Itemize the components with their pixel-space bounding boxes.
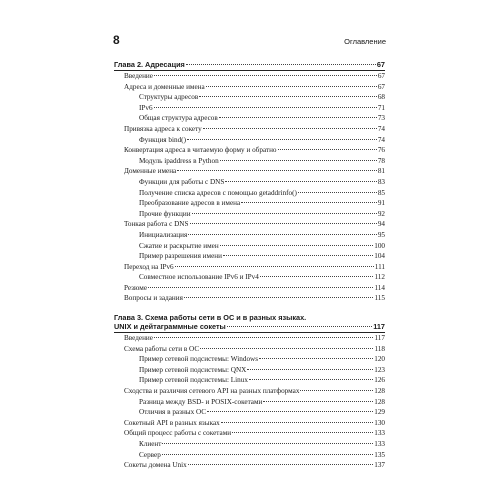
toc-entry-page: 100 xyxy=(374,241,385,250)
toc-entry-title: Пример сетевой подсистемы: Linux xyxy=(139,376,248,385)
toc-entry-title: Введение xyxy=(124,334,153,343)
toc-entry-page: 73 xyxy=(377,114,385,123)
toc-entry[interactable] xyxy=(114,439,385,450)
page-number: 8 xyxy=(113,33,120,47)
toc-entry[interactable] xyxy=(114,407,385,418)
toc-entry[interactable] xyxy=(114,166,385,177)
toc-entry-title: Сокеты домена Unix xyxy=(124,461,187,470)
toc-entry[interactable] xyxy=(114,262,385,273)
toc-entry-title: Совместное использование IPv6 и IPv4 xyxy=(139,273,259,282)
toc-entry-page: 74 xyxy=(377,124,385,133)
chapter-3-heading[interactable] xyxy=(114,313,385,332)
toc-entry-page: 68 xyxy=(377,93,385,102)
toc-entry[interactable] xyxy=(114,71,385,82)
leader-dots xyxy=(298,192,377,193)
toc-entry-page: 92 xyxy=(377,209,385,218)
chapter-3-entries xyxy=(114,333,385,471)
toc-entry-title: Общая структура адресов xyxy=(139,114,218,123)
toc-entry-page: 133 xyxy=(374,429,385,438)
chapter-title-line2: UNIX и дейтаграммные сокеты xyxy=(114,322,226,332)
toc-entry-page: 95 xyxy=(377,230,385,239)
leader-dots xyxy=(162,454,373,455)
toc-entry-title: Сервер xyxy=(139,450,161,459)
leader-dots xyxy=(188,234,377,235)
toc-entry-page: 126 xyxy=(374,376,385,385)
toc-entry[interactable] xyxy=(114,450,385,461)
toc-entry[interactable] xyxy=(114,293,385,304)
toc-entry-title: Сходства и различия сетевого API на разных платформах xyxy=(124,387,300,396)
toc-entry[interactable] xyxy=(114,219,385,230)
leader-dots xyxy=(223,255,373,256)
toc-entry-title: Конвертация адреса в читаемую форму и обратно xyxy=(124,146,277,155)
toc-entry[interactable] xyxy=(114,92,385,103)
table-of-contents xyxy=(114,60,385,471)
leader-dots xyxy=(219,117,377,118)
leader-dots xyxy=(203,128,377,129)
toc-entry-page: 104 xyxy=(374,252,385,261)
toc-entry-page: 112 xyxy=(374,273,385,282)
leader-dots xyxy=(148,287,373,288)
toc-entry[interactable] xyxy=(114,272,385,283)
toc-entry-page: 78 xyxy=(377,156,385,165)
toc-entry[interactable] xyxy=(114,386,385,397)
leader-dots xyxy=(154,107,377,108)
toc-entry-page: 91 xyxy=(377,199,385,208)
leader-dots xyxy=(199,96,377,97)
leader-dots xyxy=(206,86,377,87)
toc-entry-page: 137 xyxy=(374,461,385,470)
toc-entry-page: 81 xyxy=(377,167,385,176)
toc-entry-page: 114 xyxy=(374,283,385,292)
leader-dots xyxy=(187,139,377,140)
toc-entry-page: 67 xyxy=(377,72,385,80)
toc-entry-title: Преобразование адресов в имена xyxy=(139,199,241,208)
toc-entry-title: Общий процесс работы с сокетами xyxy=(124,429,232,438)
toc-entry-page: 129 xyxy=(374,408,385,417)
leader-dots xyxy=(247,369,373,370)
toc-entry-title: Пример сетевой подсистемы: Windows xyxy=(139,355,259,364)
toc-entry-page: 128 xyxy=(374,387,385,396)
toc-entry-title: Привязка адреса к сокету xyxy=(124,124,202,133)
toc-entry-title: Структуры адресов xyxy=(139,93,199,102)
toc-entry-page: 133 xyxy=(374,440,385,448)
toc-entry-page: 71 xyxy=(377,103,385,112)
leader-dots xyxy=(220,160,377,161)
toc-entry-title: Доменные имена xyxy=(124,167,177,176)
toc-entry[interactable] xyxy=(114,156,385,167)
toc-entry[interactable] xyxy=(114,397,385,408)
leader-dots xyxy=(241,202,377,203)
chapter-title-line1: Глава 3. Схема работы сети в ОС и в разных языках. xyxy=(114,313,307,323)
toc-entry-page: 130 xyxy=(374,418,385,427)
toc-entry-title: Отличия в разных ОС xyxy=(139,408,207,417)
leader-dots xyxy=(175,266,374,267)
toc-entry-page: 123 xyxy=(374,365,385,374)
toc-entry-title: Сокетный API в разных языках xyxy=(124,418,220,427)
toc-entry[interactable] xyxy=(114,124,385,135)
toc-entry-title: Введение xyxy=(124,72,153,80)
page-header xyxy=(113,33,386,47)
toc-entry-page: 83 xyxy=(377,177,385,186)
toc-entry-title: Схема работы сети в ОС xyxy=(124,344,200,353)
chapter-title: Глава 2. Адресация xyxy=(114,60,185,69)
toc-entry-title: Тонкая работа с DNS xyxy=(124,220,189,229)
leader-dots xyxy=(188,464,374,465)
leader-dots xyxy=(249,379,373,380)
toc-entry-title: Вопросы и задания xyxy=(124,294,183,303)
chapter-2-heading[interactable] xyxy=(114,60,385,70)
leader-dots xyxy=(227,326,372,327)
toc-entry[interactable] xyxy=(114,365,385,376)
toc-entry-page: 67 xyxy=(377,82,385,91)
toc-entry-title: Переход на IPv6 xyxy=(124,262,174,271)
toc-entry[interactable] xyxy=(114,283,385,294)
toc-entry[interactable] xyxy=(114,113,385,124)
leader-dots xyxy=(220,245,374,246)
toc-entry-title: Функция bind() xyxy=(139,135,186,144)
toc-entry-title: Сжатие и раскрытие имен xyxy=(139,241,219,250)
toc-entry-page: 76 xyxy=(377,146,385,155)
toc-entry[interactable] xyxy=(114,135,385,146)
leader-dots xyxy=(177,170,377,171)
toc-entry-title: Пример сетевой подсистемы: QNX xyxy=(139,365,247,374)
toc-entry[interactable] xyxy=(114,418,385,429)
toc-entry-title: Резюме xyxy=(124,283,148,292)
chapter-page: 117 xyxy=(373,322,385,332)
toc-entry-page: 128 xyxy=(374,397,385,406)
running-head: Оглавление xyxy=(344,37,386,46)
toc-entry-title: IPv6 xyxy=(139,103,153,112)
leader-dots xyxy=(186,64,376,65)
leader-dots xyxy=(260,276,374,277)
toc-entry[interactable] xyxy=(114,82,385,93)
toc-entry-title: Инициализация xyxy=(139,230,188,239)
toc-entry[interactable] xyxy=(114,209,385,220)
toc-entry-title: Прочие функции xyxy=(139,209,191,218)
toc-entry[interactable] xyxy=(114,177,385,188)
leader-dots xyxy=(225,181,376,182)
toc-entry[interactable] xyxy=(114,188,385,199)
toc-entry-title: Модуль ipaddress в Python xyxy=(139,156,219,165)
leader-dots xyxy=(200,348,373,349)
chapter-title-line2-row xyxy=(114,322,385,332)
toc-entry-page: 120 xyxy=(374,355,385,364)
toc-entry[interactable] xyxy=(114,354,385,365)
toc-entry[interactable] xyxy=(114,103,385,114)
leader-dots xyxy=(232,432,373,433)
toc-entry[interactable] xyxy=(114,333,385,344)
toc-entry[interactable] xyxy=(114,375,385,386)
toc-entry-page: 115 xyxy=(374,294,385,303)
toc-entry-title: Функции для работы с DNS xyxy=(139,177,225,186)
toc-entry[interactable] xyxy=(114,241,385,252)
toc-entry[interactable] xyxy=(114,230,385,241)
leader-dots xyxy=(184,297,374,298)
leader-dots xyxy=(207,411,373,412)
toc-entry[interactable] xyxy=(114,460,385,471)
leader-dots xyxy=(259,358,373,359)
toc-entry-page: 85 xyxy=(377,188,385,197)
leader-dots xyxy=(190,223,377,224)
toc-entry-page: 117 xyxy=(374,334,385,343)
toc-entry[interactable] xyxy=(114,145,385,156)
toc-entry-title: Разница между BSD- и POSIX-сокетами xyxy=(139,397,263,406)
toc-entry-page: 118 xyxy=(374,344,385,353)
leader-dots xyxy=(263,401,373,402)
toc-entry-title: Адреса и доменные имена xyxy=(124,82,205,91)
toc-entry-title: Клиент xyxy=(139,440,162,448)
toc-entry[interactable] xyxy=(114,198,385,209)
leader-dots xyxy=(162,443,373,444)
toc-entry[interactable] xyxy=(114,251,385,262)
leader-dots xyxy=(154,337,374,338)
toc-entry-page: 94 xyxy=(377,220,385,229)
toc-entry-page: 135 xyxy=(374,450,385,459)
toc-entry[interactable] xyxy=(114,344,385,355)
chapter-2-entries xyxy=(114,71,385,304)
toc-entry-page: 111 xyxy=(374,262,385,271)
toc-entry[interactable] xyxy=(114,428,385,439)
leader-dots xyxy=(221,422,373,423)
leader-dots xyxy=(192,213,377,214)
toc-entry-title: Получение списка адресов с помощью getaddrinfo() xyxy=(139,188,297,197)
chapter-page: 67 xyxy=(376,60,385,69)
toc-entry-page: 74 xyxy=(377,135,385,144)
leader-dots xyxy=(154,75,377,76)
toc-entry-title: Пример разрешения имени xyxy=(139,252,222,261)
leader-dots xyxy=(300,390,373,391)
leader-dots xyxy=(278,149,377,150)
